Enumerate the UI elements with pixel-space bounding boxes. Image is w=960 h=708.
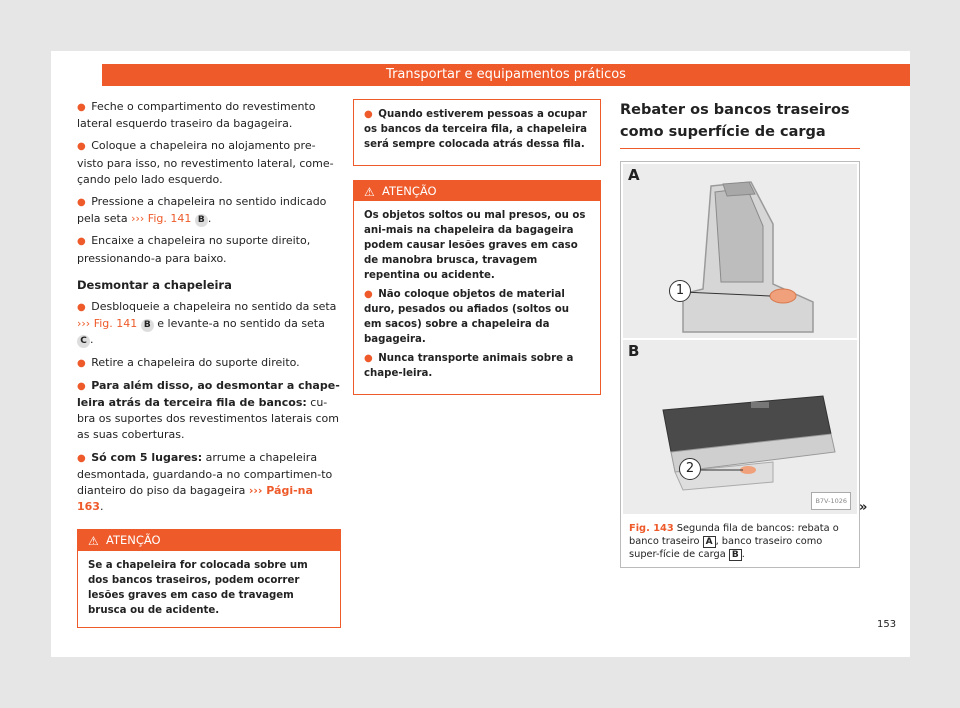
subheading: Desmontar a chapeleira — [77, 277, 232, 292]
seat-folded-illustration — [623, 164, 857, 338]
bullet-text: e levante-a no sentido da seta — [157, 317, 325, 331]
bullet-item — [77, 138, 341, 188]
bullet-item — [364, 287, 590, 347]
figure-code: B7V-1026 — [811, 492, 851, 510]
bullet-text: Feche o compartimento do revestimento lateral esquerdo traseiro da bagageira. — [77, 100, 316, 131]
bullet-icon: ● — [364, 109, 373, 120]
bullet-item — [77, 450, 341, 516]
section-title: Rebater os bancos traseiros como superfície de carga — [620, 99, 860, 149]
warning-title: ATENÇÃO — [382, 184, 437, 198]
warning-body — [354, 201, 600, 394]
warning-header — [354, 181, 600, 201]
bullet-item — [77, 355, 341, 372]
marker-a: A — [703, 536, 716, 548]
caption-text: Segunda fila de bancos: rebata o banco traseiro — [629, 523, 839, 547]
bullet-icon: ● — [77, 380, 86, 392]
figure-panel-a — [623, 164, 857, 338]
marker-c: C — [77, 335, 90, 348]
punct: . — [741, 549, 745, 560]
caption-text: , banco traseiro como super-fície de carga — [629, 536, 823, 560]
figure-link[interactable]: ››› Fig. 141 — [131, 212, 192, 226]
warning-title: ATENÇÃO — [106, 533, 161, 548]
bullet-icon: ● — [77, 141, 86, 153]
warning-body: Se a chapeleira for colocada sobre um dos bancos traseiros, podem ocorrer lesões graves em caso de travagem brusca ou de acidente. — [88, 559, 308, 616]
chapter-header: Transportar e equipamentos práticos — [102, 64, 910, 86]
callout-2: 2 — [679, 458, 701, 480]
bullet-item — [77, 233, 341, 266]
bullet-text: Encaixe a chapeleira no suporte direito, pressionando-a para baixo. — [77, 234, 311, 265]
bullet-icon: ● — [77, 452, 86, 464]
page-number: 153 — [877, 619, 897, 630]
bullet-text: cu-bra os suportes dos revestimentos laterais com as suas coberturas. — [77, 396, 339, 442]
warning-continuation — [353, 99, 601, 166]
panel-label-b: B — [628, 342, 640, 360]
page — [51, 51, 910, 657]
bullet-text: Não coloque objetos de material duro, pesados ou afiados (soltos ou em sacos) sobre a chapeleira da bagageira. — [364, 289, 569, 346]
bullet-text: Desbloqueie a chapeleira no sentido da seta — [91, 300, 337, 314]
panel-label-a: A — [628, 166, 640, 184]
bullet-text: arrume a chapeleira desmontada, guardando-a no compartimen-to dianteiro do piso da bagageira — [77, 450, 333, 498]
figure-link[interactable]: ››› Fig. 141 — [77, 317, 138, 331]
page-link[interactable]: ››› Pági-na 163 — [77, 484, 313, 514]
bullet-item — [364, 107, 590, 152]
load-surface-illustration — [623, 340, 857, 514]
bullet-icon: ● — [77, 357, 86, 369]
marker-b: B — [195, 214, 208, 227]
warning-text: Os objetos soltos ou mal presos, ou os ani-mais na chapeleira da bagageira podem causar lesões graves em caso de manobra brusca, travagem repentina ou acidente. — [364, 210, 586, 282]
bullet-icon: ● — [77, 236, 86, 248]
callout-1: 1 — [669, 280, 691, 302]
warning-icon: ⚠ — [364, 185, 375, 199]
marker-b: B — [729, 549, 742, 561]
bullet-item — [364, 351, 590, 381]
punct: . — [99, 500, 104, 514]
bullet-icon: ● — [77, 197, 86, 209]
bullet-icon: ● — [364, 353, 373, 365]
marker-b: B — [141, 319, 154, 332]
warning-header — [78, 530, 340, 550]
figure-caption — [621, 516, 859, 567]
bullet-item — [77, 194, 341, 227]
bullet-icon: ● — [77, 302, 86, 314]
figure-panel-b — [623, 340, 857, 514]
bullet-bold: Para além disso, ao desmontar a chape-leira atrás da terceira fila de bancos: — [77, 378, 340, 410]
column-right — [620, 99, 860, 568]
bullet-item — [77, 99, 341, 132]
bullet-icon: ● — [77, 102, 86, 113]
warning-body — [354, 100, 600, 165]
bullet-text: Nunca transporte animais sobre a chape-leira. — [364, 353, 574, 380]
bullet-text: Coloque a chapeleira no alojamento pre-visto para isso, no revestimento lateral, come-çando pelo lado esquerdo. — [77, 139, 334, 186]
bullet-bold: Só com 5 lugares: — [91, 450, 203, 464]
bullet-item — [77, 378, 341, 444]
bullet-text: Quando estiverem pessoas a ocupar os bancos da terceira fila, a chapeleira será sempre colocada atrás dessa fila. — [364, 109, 587, 150]
warning-box — [353, 180, 601, 395]
punct: . — [207, 212, 212, 226]
continue-mark: » — [859, 500, 868, 515]
column-middle — [353, 99, 601, 395]
bullet-item — [77, 299, 341, 349]
bullet-text: Pressione a chapeleira no sentido indicado pela seta — [77, 195, 327, 226]
bullet-text: Retire a chapeleira do suporte direito. — [91, 355, 300, 369]
figure — [620, 161, 860, 568]
punct: . — [90, 333, 94, 347]
caption-ref: Fig. 143 — [629, 523, 674, 534]
warning-box — [77, 529, 341, 627]
column-left — [77, 99, 341, 628]
bullet-icon: ● — [364, 289, 373, 301]
warning-icon: ⚠ — [88, 534, 99, 549]
